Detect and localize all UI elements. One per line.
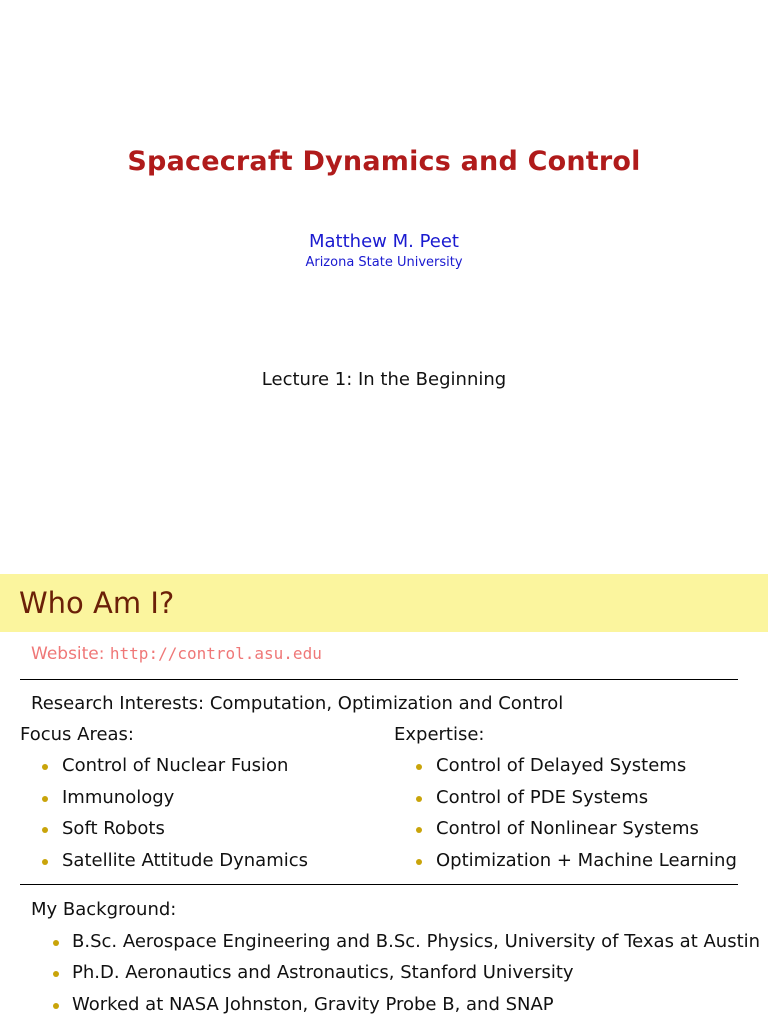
bullet-icon [53,971,59,977]
divider [20,884,738,885]
focus-areas-label: Focus Areas: [20,724,134,745]
expertise-item: Optimization + Machine Learning [436,850,737,871]
expertise-label: Expertise: [394,724,485,745]
website-label: Website: [31,644,105,664]
expertise-item: Control of PDE Systems [436,787,649,808]
website-line [31,644,322,664]
focus-item: Immunology [62,787,175,808]
background-label: My Background: [31,899,177,920]
bullet-icon [42,796,48,802]
bullet-icon [53,940,59,946]
focus-item: Satellite Attitude Dynamics [62,850,309,871]
slide-title: Spacecraft Dynamics and Control [127,146,641,177]
bullet-icon [42,827,48,833]
background-item: Ph.D. Aeronautics and Astronautics, Stanford University [72,962,574,983]
bullet-icon [53,1003,59,1009]
bullet-icon [416,764,422,770]
divider [20,679,738,680]
background-item: B.Sc. Aerospace Engineering and B.Sc. Physics, University of Texas at Austin [72,931,761,952]
background-item: Worked at NASA Johnston, Gravity Probe B, and SNAP [72,994,554,1015]
website-link[interactable]: http://control.asu.edu [109,644,322,663]
slide-heading: Who Am I? [19,586,175,620]
author-institution: Arizona State University [305,255,463,270]
bullet-icon [416,796,422,802]
focus-item: Control of Nuclear Fusion [62,755,289,776]
expertise-item: Control of Delayed Systems [436,755,687,776]
research-interests: Research Interests: Computation, Optimization and Control [31,693,564,714]
bullet-icon [416,827,422,833]
slide-header [0,574,768,632]
bullet-icon [416,859,422,865]
bullet-icon [42,764,48,770]
bullet-icon [42,859,48,865]
focus-item: Soft Robots [62,818,165,839]
expertise-item: Control of Nonlinear Systems [436,818,699,839]
author-name: Matthew M. Peet [309,231,459,252]
lecture-subtitle: Lecture 1: In the Beginning [261,369,507,390]
